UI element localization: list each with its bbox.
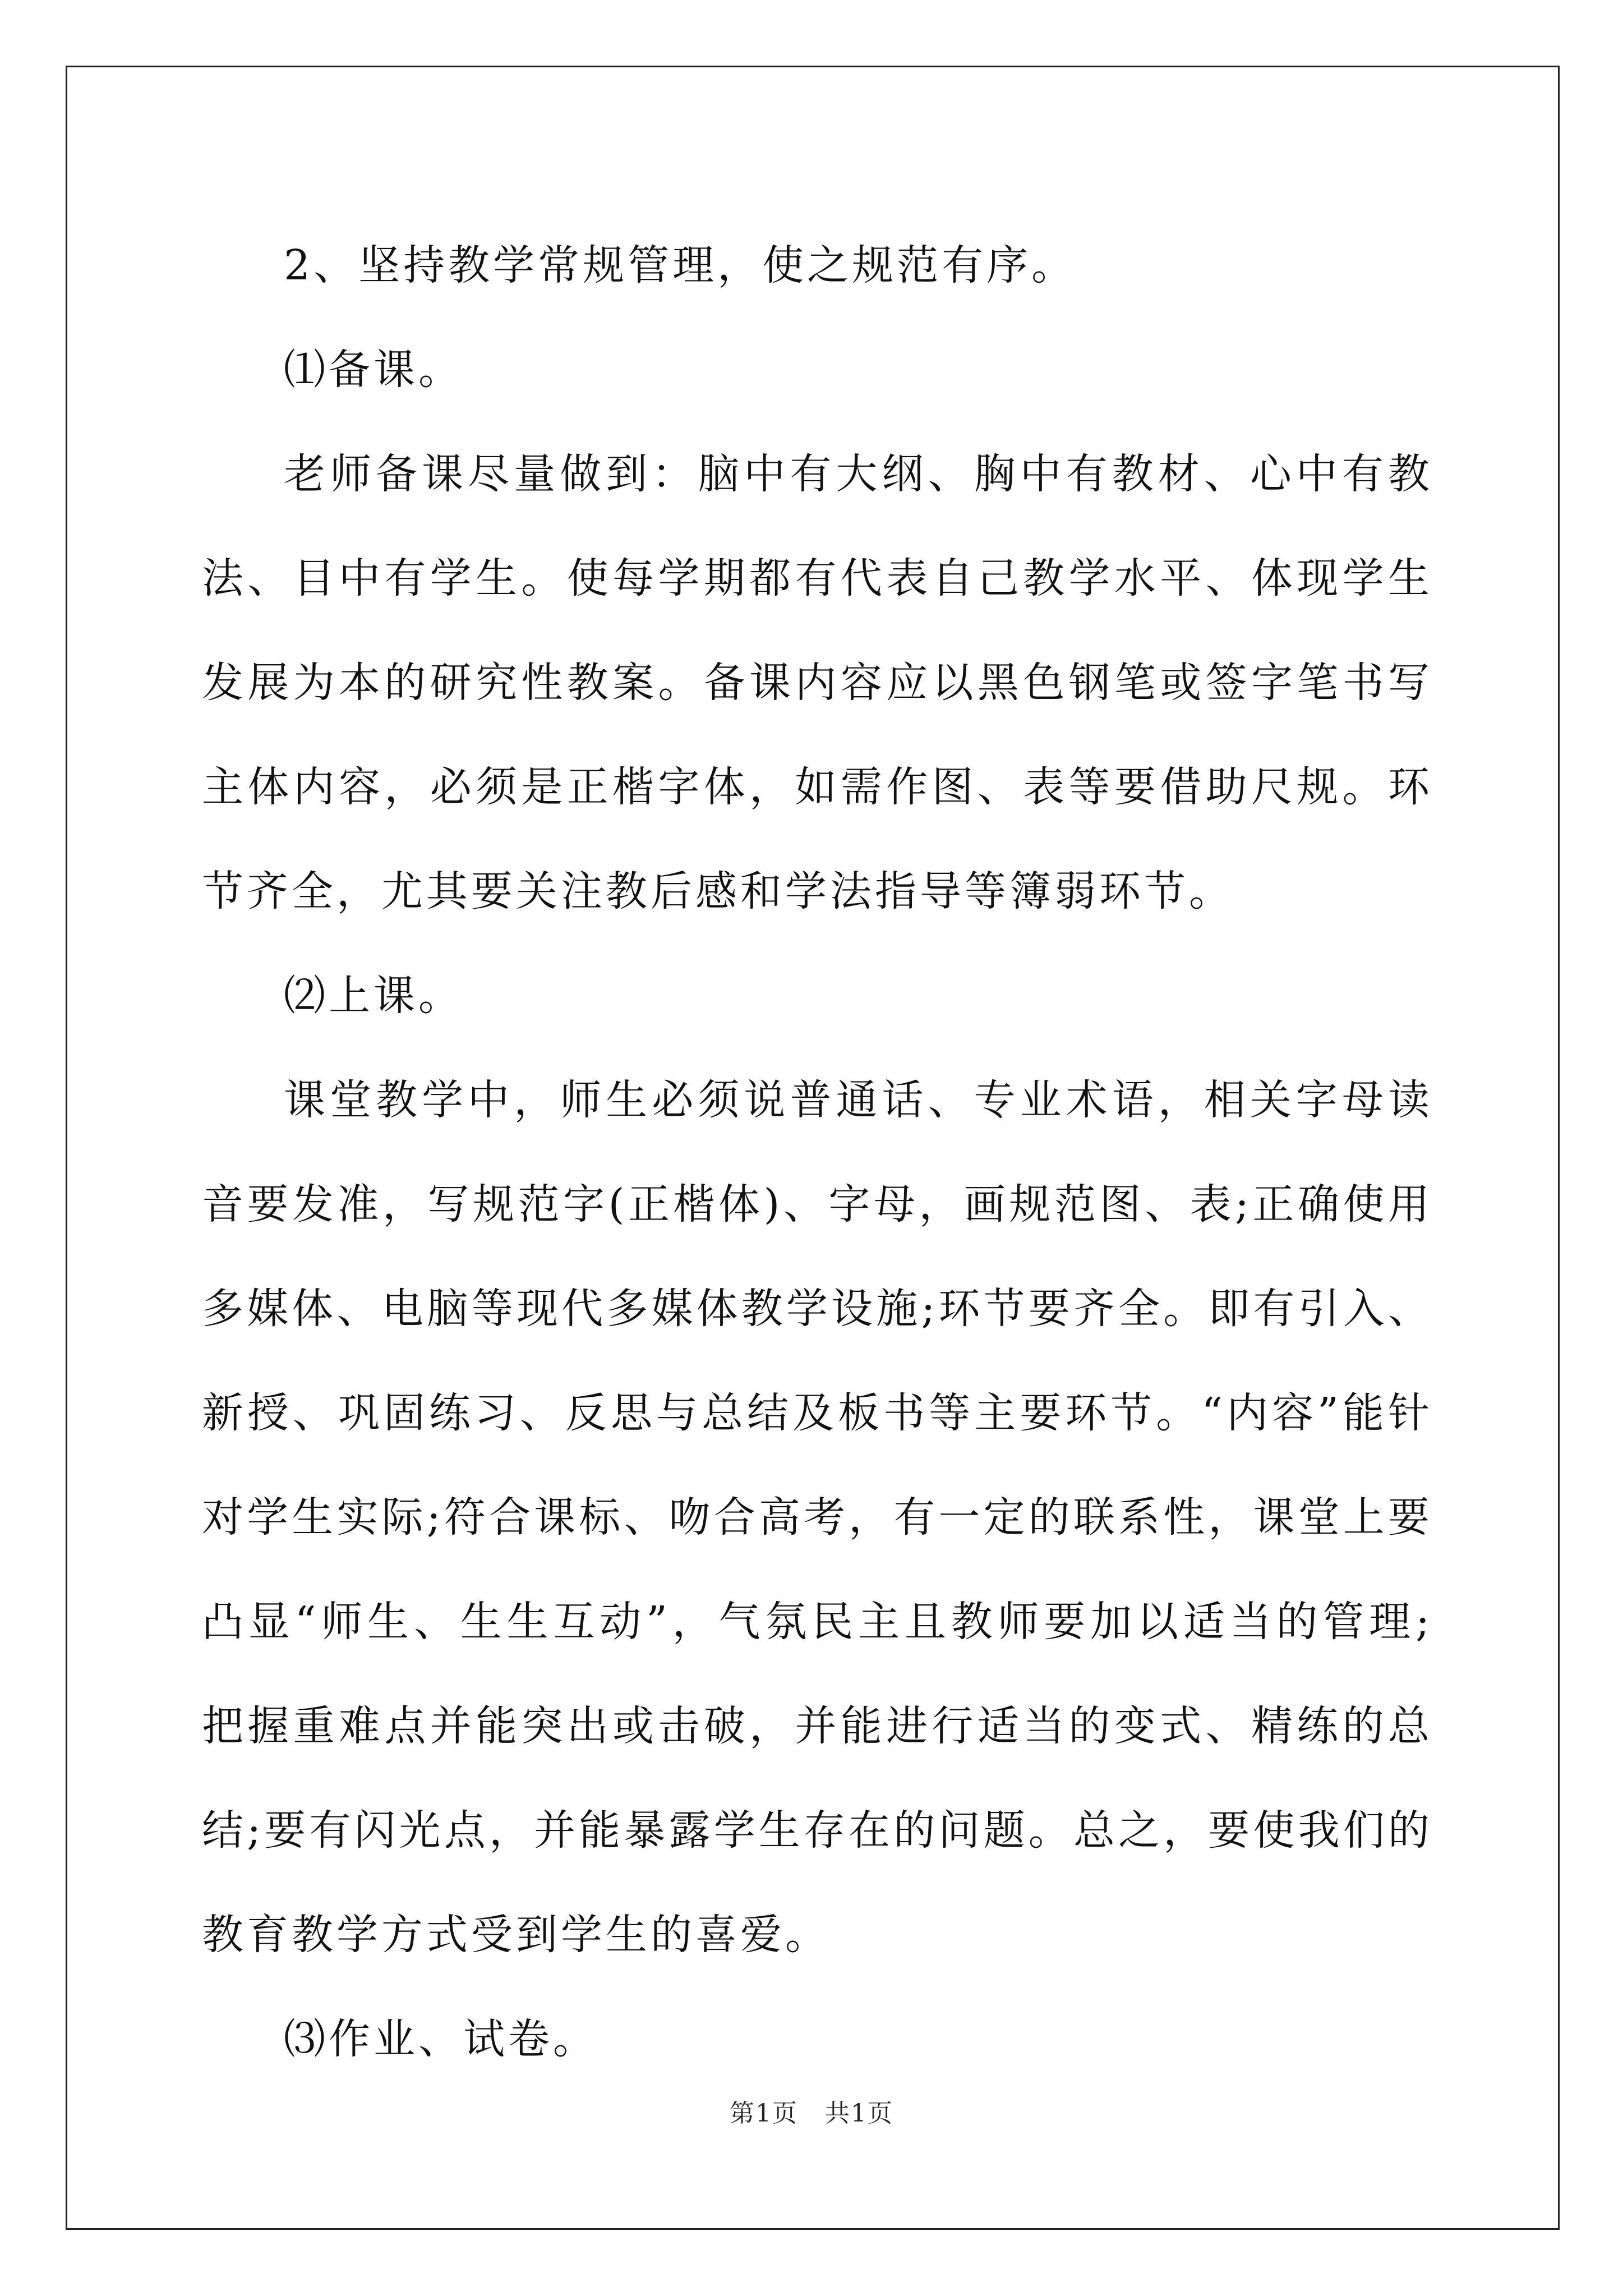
subheading-class: ⑵上课。 [284,972,463,1020]
page-footer [0,2097,1623,2131]
section-heading: 2、坚持教学常规管理，使之规范有序。 [284,241,1077,289]
subheading-homework: ⑶作业、试卷。 [284,2015,598,2063]
document-body [202,213,1433,2091]
subheading-lesson-prep: ⑴备课。 [284,346,463,394]
paragraph-class: 课堂教学中，师生必须说普通话、专业术语，相关字母读音要发准，写规范字(正楷体)、字母，画规范图、表;正确使用多媒体、电脑等现代多媒体教学设施;环节要齐全。即有引入、新授、巩固练习、反思与总结及板书等主要环节。“内容”能针对学生实际;符合课标、吻合高考，有一定的联系性，课堂上要凸显“师生、生生互动”，气氛民主且教师要加以适当的管理;把握重难点并能突出或击破，并能进行适当的变式、精练的总结;要有闪光点，并能暴露学生存在的问题。总之，要使我们的教育教学方式受到学生的喜爱。 [202,1076,1433,1959]
paragraph-lesson-prep: 老师备课尽量做到：脑中有大纲、胸中有教材、心中有教法、目中有学生。使每学期都有代表自己教学水平、体现学生发展为本的研究性教案。备课内容应以黑色钢笔或签字笔书写主体内容，必须是正楷字体，如需作图、表等要借助尺规。环节齐全，尤其要关注教后感和学法指导等簿弱环节。 [202,450,1433,915]
page-total: 共1页 [824,2099,893,2128]
page-number: 第1页 [730,2099,799,2128]
